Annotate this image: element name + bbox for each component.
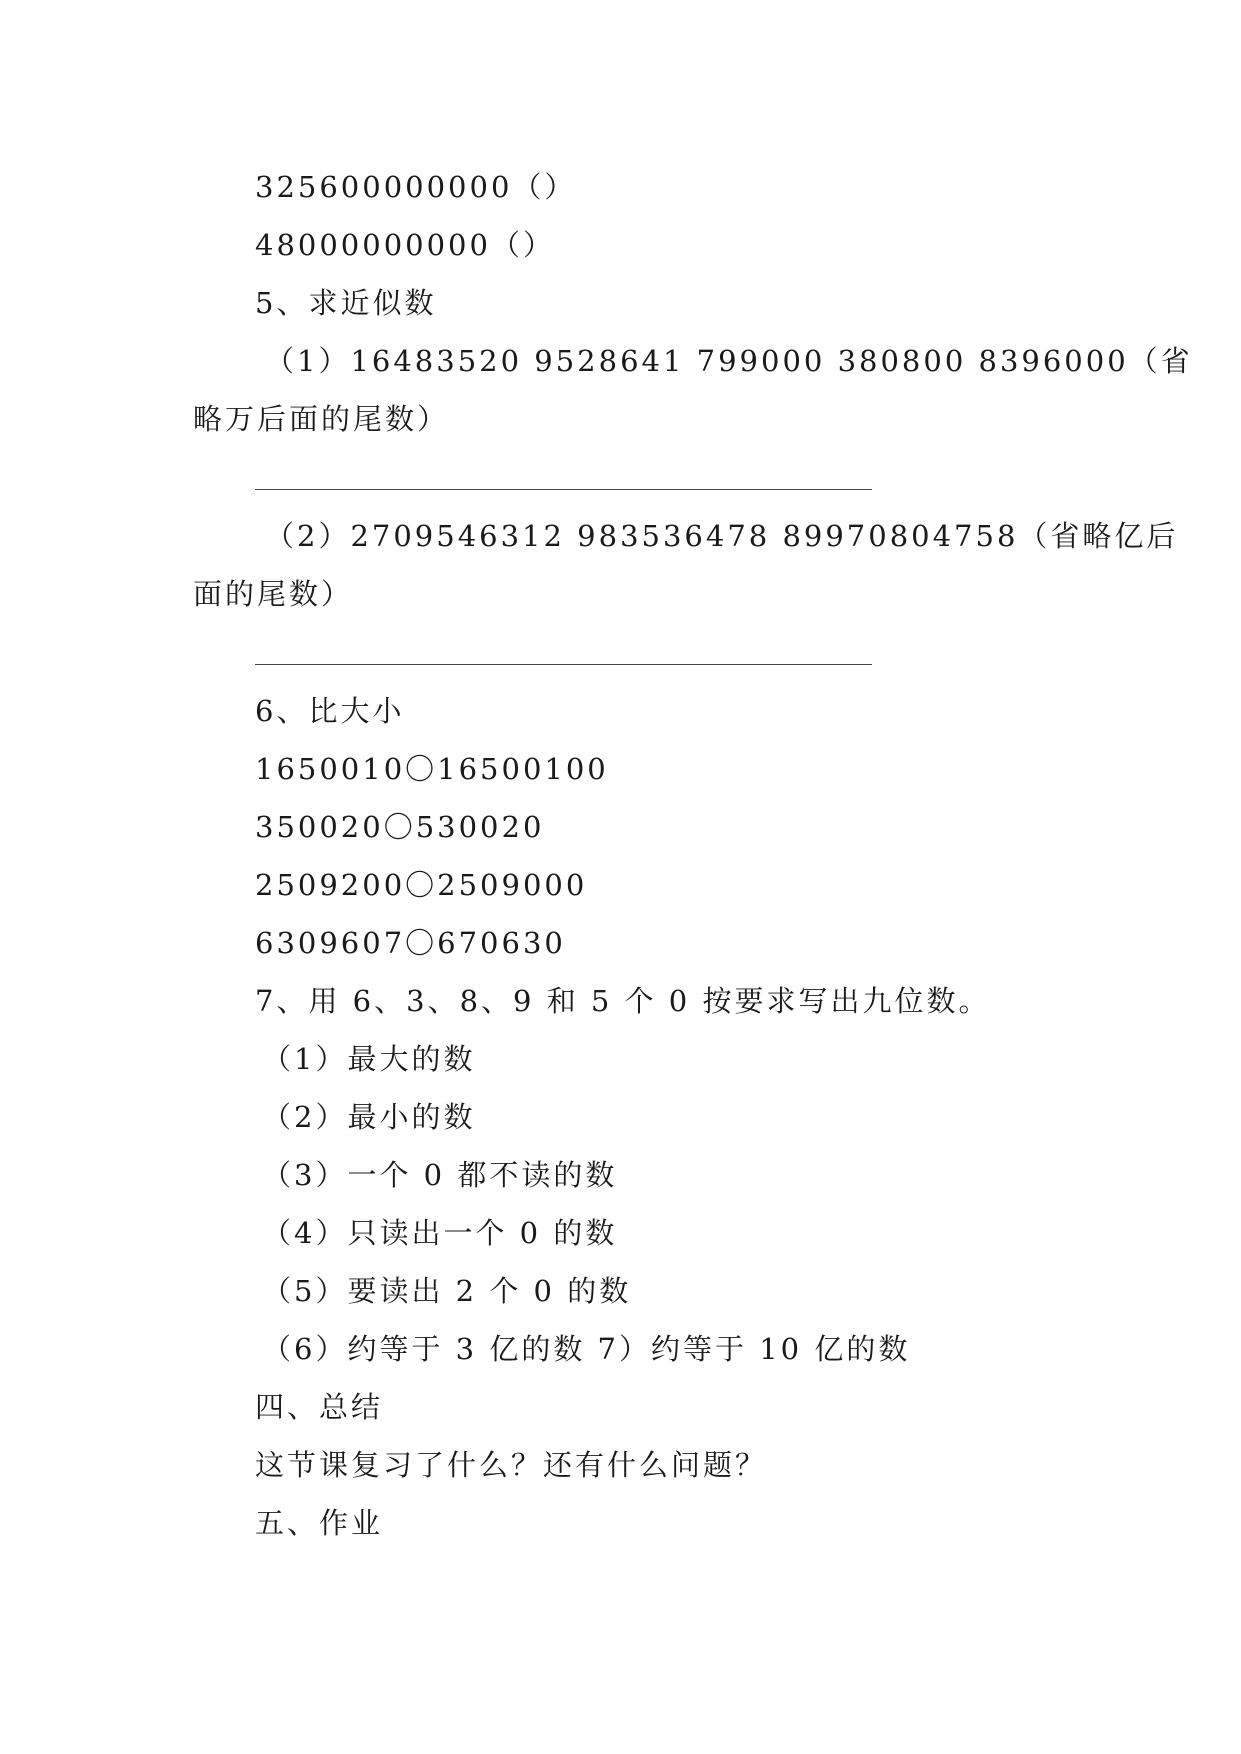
section-heading: 7、用 6、3、8、9 和 5 个 0 按要求写出九位数。 bbox=[255, 984, 991, 1018]
section-heading: 四、总结 bbox=[255, 1390, 384, 1424]
text-line: 350020〇530020 bbox=[255, 810, 545, 844]
text-line: （2）最小的数 bbox=[262, 1100, 476, 1134]
text-line: 这节课复习了什么？还有什么问题？ bbox=[255, 1448, 768, 1482]
text-line: 1650010〇16500100 bbox=[255, 752, 609, 786]
text-line: （6）约等于 3 亿的数 7）约等于 10 亿的数 bbox=[262, 1332, 911, 1366]
answer-line bbox=[255, 489, 872, 490]
text-line: 48000000000（） bbox=[255, 228, 555, 262]
text-line: （5）要读出 2 个 0 的数 bbox=[262, 1274, 632, 1308]
section-heading: 6、比大小 bbox=[255, 694, 405, 728]
answer-line bbox=[255, 664, 872, 665]
text-line: 325600000000（） bbox=[255, 170, 577, 204]
text-line: （4）只读出一个 0 的数 bbox=[262, 1216, 618, 1250]
text-line: 面的尾数） bbox=[193, 577, 354, 611]
text-line: 略万后面的尾数） bbox=[193, 402, 450, 436]
text-line: （3）一个 0 都不读的数 bbox=[262, 1158, 618, 1192]
text-line: （1）16483520 9528641 799000 380800 8396000（省 bbox=[265, 344, 1193, 378]
text-line: 2509200〇2509000 bbox=[255, 868, 588, 902]
section-heading: 5、求近似数 bbox=[255, 286, 437, 320]
text-line: 6309607〇670630 bbox=[255, 926, 566, 960]
text-line: （2）2709546312 983536478 89970804758（省略亿后 bbox=[265, 519, 1179, 553]
section-heading: 五、作业 bbox=[255, 1506, 384, 1540]
text-line: （1）最大的数 bbox=[262, 1042, 476, 1076]
